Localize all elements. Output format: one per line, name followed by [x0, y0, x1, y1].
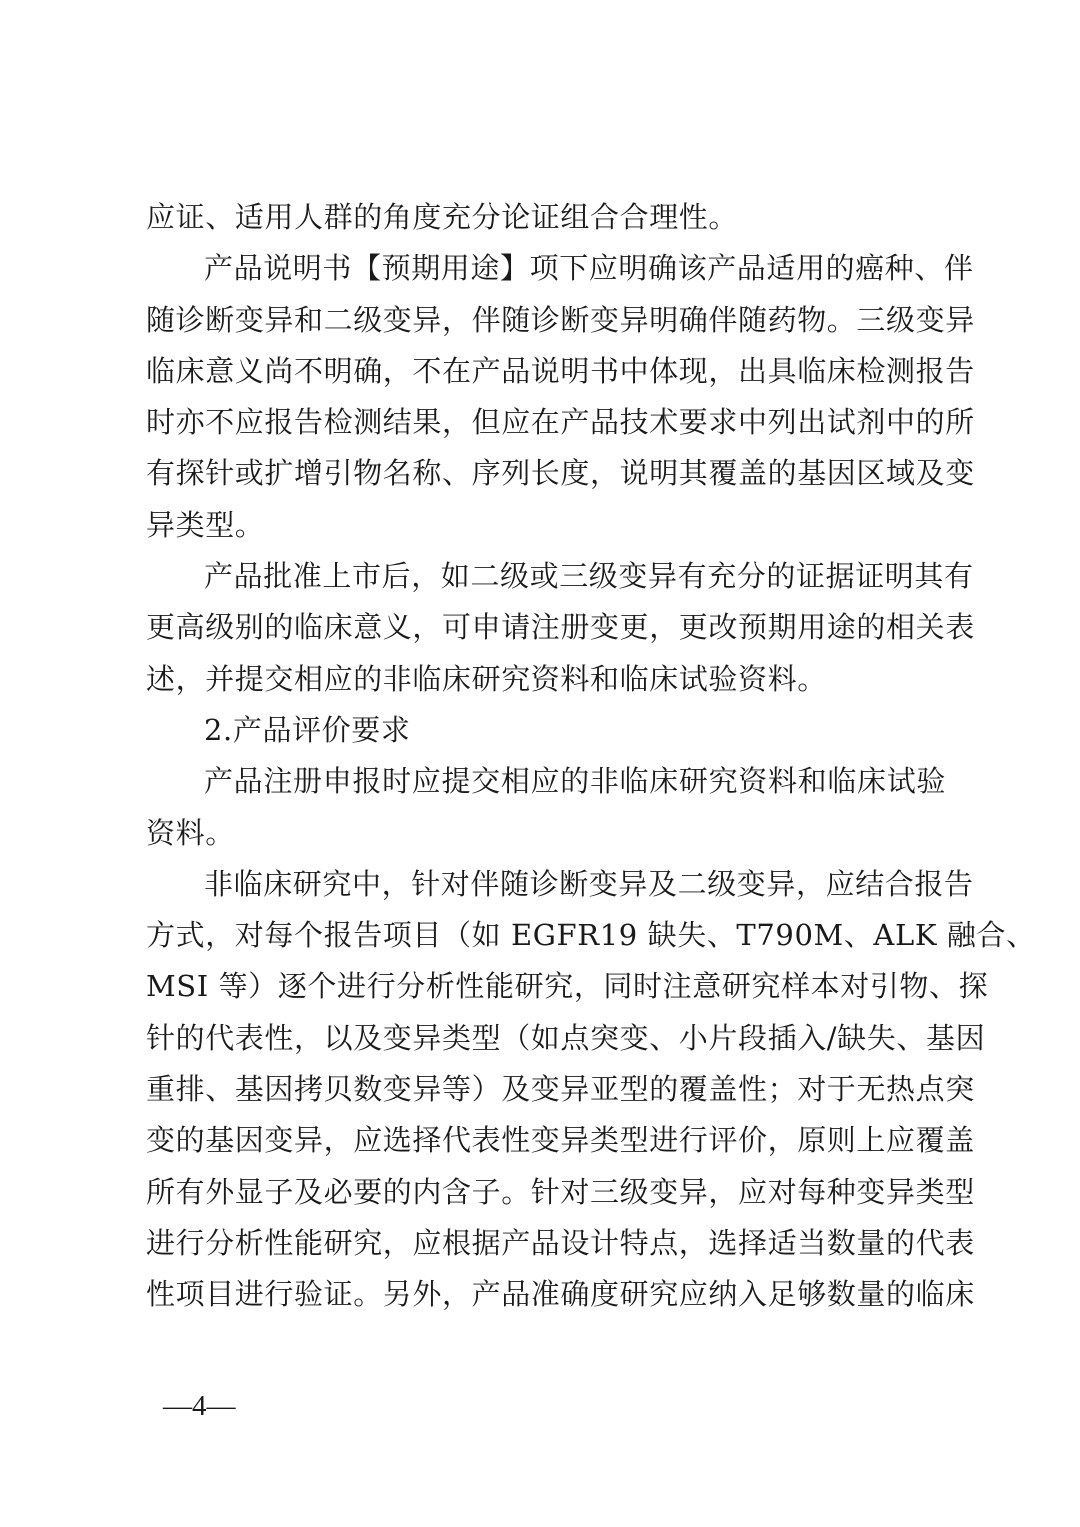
text-line: 产品注册申报时应提交相应的非临床研究资料和临床试验: [204, 764, 946, 799]
text-line: 异类型。: [146, 507, 265, 542]
text-line: 资料。: [146, 815, 235, 850]
text-line: 针的代表性，以及变异类型（如点突变、小片段插入/缺失、基因: [146, 1020, 986, 1055]
page-number: —4—: [163, 1390, 236, 1422]
text-line: 2.产品评价要求: [204, 712, 411, 747]
text-line: 随诊断变异和二级变异，伴随诊断变异明确伴随药物。三级变异: [146, 302, 975, 337]
text-line: 产品批准上市后，如二级或三级变异有充分的证据证明其有: [204, 559, 974, 594]
text-line: 进行分析性能研究，应根据产品设计特点，选择适当数量的代表: [146, 1225, 975, 1260]
text-line: 性项目进行验证。另外，产品准确度研究应纳入足够数量的临床: [146, 1277, 975, 1312]
text-line: 更高级别的临床意义，可申请注册变更，更改预期用途的相关表: [146, 610, 975, 645]
text-line: 有探针或扩增引物名称、序列长度，说明其覆盖的基因区域及变: [146, 456, 975, 491]
body-text: [146, 192, 1036, 1321]
text-line: 非临床研究中，针对伴随诊断变异及二级变异，应结合报告: [204, 866, 974, 901]
text-line: 述，并提交相应的非临床研究资料和临床试验资料。: [146, 661, 827, 696]
text-line: 产品说明书【预期用途】项下应明确该产品适用的癌种、伴: [204, 251, 974, 286]
text-line: 所有外显子及必要的内含子。针对三级变异，应对每种变异类型: [146, 1174, 975, 1209]
text-line: MSI 等）逐个进行分析性能研究，同时注意研究样本对引物、探: [146, 969, 989, 1004]
text-line: 变的基因变异，应选择代表性变异类型进行评价，原则上应覆盖: [146, 1123, 975, 1158]
text-line: 临床意义尚不明确，不在产品说明书中体现，出具临床检测报告: [146, 353, 975, 388]
text-line: 时亦不应报告检测结果，但应在产品技术要求中列出试剂中的所: [146, 405, 975, 440]
text-line: 重排、基因拷贝数变异等）及变异亚型的覆盖性；对于无热点突: [146, 1072, 975, 1107]
text-line: 方式，对每个报告项目（如 EGFR19 缺失、T790M、ALK 融合、: [146, 918, 1036, 953]
text-line: 应证、适用人群的角度充分论证组合合理性。: [146, 200, 739, 234]
